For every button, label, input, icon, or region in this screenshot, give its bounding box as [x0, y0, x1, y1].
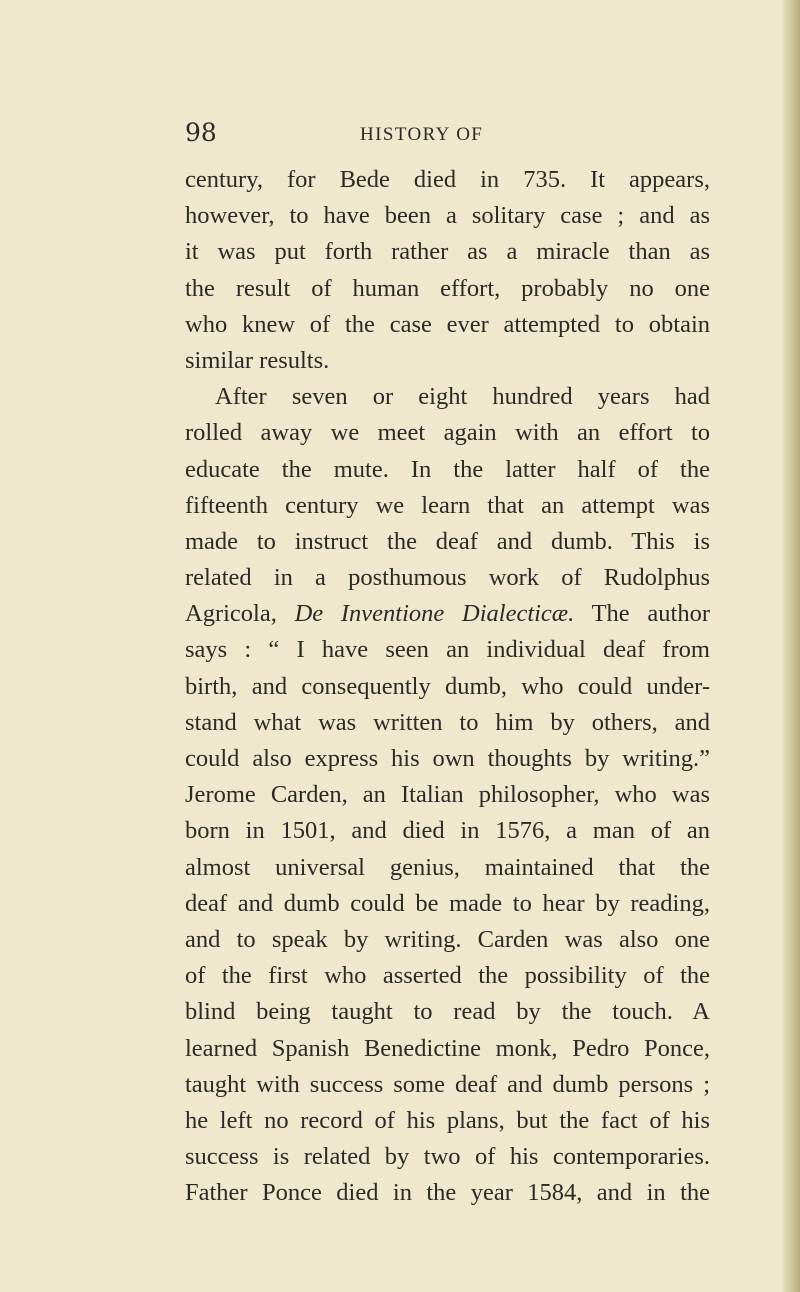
text-line: who knew of the case ever attempted to obtain — [185, 310, 710, 338]
text-line: the result of human effort, probably no one — [185, 274, 710, 302]
text-line: blind being taught to read by the touch. A — [185, 998, 710, 1026]
body-text — [185, 162, 710, 1211]
text-line: says : “ I have seen an individual deaf from — [185, 636, 710, 664]
text-line: could also express his own thoughts by writing.” — [185, 745, 710, 772]
text-line: success is related by two of his contemporaries. — [185, 1143, 710, 1171]
text-line: fifteenth century we learn that an attempt was — [185, 491, 710, 519]
text-line: century, for Bede died in 735. It appears, — [185, 166, 710, 193]
book-title-italic: De Inventione Dialecticæ. — [294, 600, 575, 628]
text-line: rolled away we meet again with an effort to — [185, 419, 710, 447]
text-line: birth, and consequently dumb, who could under- — [185, 672, 710, 700]
text-line: almost universal genius, maintained that the — [185, 853, 710, 881]
text-line: it was put forth rather as a miracle than as — [185, 238, 710, 266]
page-number: 98 — [185, 118, 217, 147]
page-spine-shadow — [782, 0, 800, 1292]
text-line: however, to have been a solitary case ; and as — [185, 202, 710, 230]
text-line: educate the mute. In the latter half of the — [185, 455, 710, 483]
text-line: of the first who asserted the possibility of the — [185, 962, 710, 990]
text-line: born in 1501, and died in 1576, a man of an — [185, 817, 710, 845]
text-line: made to instruct the deaf and dumb. This is — [185, 527, 710, 555]
text-line: and to speak by writing. Carden was also one — [185, 925, 710, 953]
page-header — [0, 118, 800, 158]
text-line: he left no record of his plans, but the fact of his — [185, 1106, 710, 1134]
text-line: Jerome Carden, an Italian philosopher, who was — [185, 781, 710, 809]
text-line: After seven or eight hundred years had — [215, 383, 710, 411]
text-line: similar results. — [185, 346, 330, 374]
text-line: Father Ponce died in the year 1584, and in the — [185, 1179, 710, 1207]
text-line: related in a posthumous work of Rudolphus — [185, 564, 710, 592]
text-segment: The author — [574, 600, 710, 628]
text-line: learned Spanish Benedictine monk, Pedro Ponce, — [185, 1034, 710, 1062]
text-segment: Agricola, — [185, 600, 295, 628]
text-line: deaf and dumb could be made to hear by reading, — [185, 889, 710, 917]
text-line — [185, 596, 710, 632]
text-line: stand what was written to him by others, and — [185, 708, 710, 736]
text-line: taught with success some deaf and dumb persons ; — [185, 1070, 710, 1098]
running-head: HISTORY OF — [360, 124, 484, 145]
